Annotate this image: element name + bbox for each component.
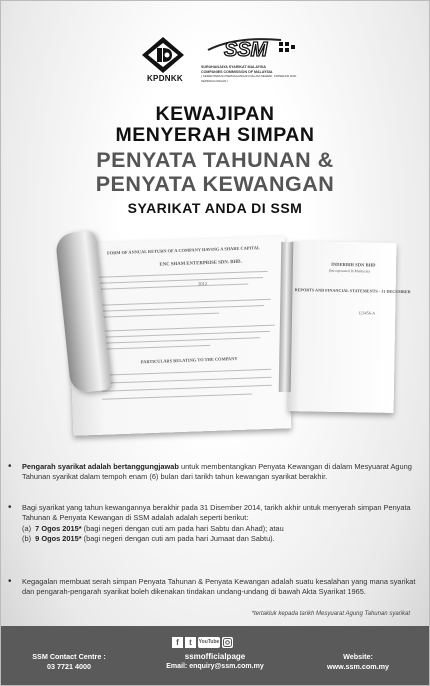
headline-line-5: SYARIKAT ANDA DI SSM <box>127 200 303 216</box>
item-a-text: (bagi negeri dengan cuti am pada hari Sabtu dan Ahad); atau <box>81 523 284 533</box>
item-b-text: (bagi negeri dengan cuti am pada hari Jumaat dan Sabtu). <box>81 533 275 543</box>
contact-phone[interactable]: 03 7721 4000 <box>47 661 91 671</box>
paragraph-1-text: untuk membentangkan Penyata Kewangan di dalam Mesyuarat Agung Tahunan syarikat dalam tempoh enam (6) bulan dari tarikh tahun kewangan syarikat berakhir. <box>22 462 412 482</box>
financial-statements-document <box>289 241 411 413</box>
paragraph-2 <box>8 503 420 544</box>
paragraph-1 <box>8 462 420 483</box>
annual-return-year: 2012 <box>198 280 208 287</box>
contact-label: SSM Contact Centre : <box>32 652 106 661</box>
email-link[interactable]: Email: enquiry@ssm.com.my <box>166 662 264 670</box>
website-block <box>298 652 418 671</box>
social-icons <box>172 637 252 651</box>
item-a-date: 7 Ogos 2015* <box>35 523 82 533</box>
item-a-label: (a) <box>22 523 32 533</box>
ssm-subtitle <box>201 65 311 83</box>
financial-code: 123456-A <box>358 310 376 316</box>
ssm-logo <box>206 34 296 62</box>
instagram-icon[interactable] <box>222 637 233 648</box>
twitter-icon[interactable]: t <box>185 637 196 648</box>
website-link[interactable]: www.ssm.com.my <box>326 661 390 671</box>
facebook-icon[interactable]: f <box>172 637 183 648</box>
kpdnkk-logo-text: KPDNKK <box>146 74 184 83</box>
ssm-subtitle-line: SURUHANJAYA SYARIKAT MALAYSIA <box>201 65 266 69</box>
item-b-label: (b) <box>22 533 32 543</box>
item-b-date: 9 Ogos 2015* <box>35 533 82 543</box>
paragraph-3-text: Kegagalan membuat serah simpan Penyata Tahunan & Penyata Kewangan adalah suatu kesalahan yang mana syarikat dan pengarah-pengarah syarikat boleh dikenakan tindakan undang-undang di bawah Akta Syarikat 1965. <box>22 577 416 597</box>
financial-title: REPORTS AND FINANCIAL STATEMENTS - 31 DECEMBER <box>294 287 411 295</box>
youtube-icon[interactable]: YouTube <box>198 637 220 648</box>
headline-line-1: KEWAJIPAN <box>155 103 275 125</box>
paragraph-2-intro: Bagi syarikat yang tahun kewangannya berakhir pada 31 Disember 2014, tarikh akhir untuk menyerah simpan Penyata Tahunan & Penyata Kewangan di SSM adalah adalah seperti berikut: <box>22 503 411 523</box>
kpdnkk-emblem-icon <box>141 36 185 74</box>
ssm-subtitle-line: COMPANIES COMMISSION OF MALAYSIA <box>201 69 273 74</box>
website-label: Website: <box>343 652 373 661</box>
annual-return-company: ENC SHAM ENTERPRISE SDN. BHD. <box>159 259 242 268</box>
financial-company: INDERBIR SDN BHD <box>331 261 376 268</box>
annual-return-particulars: PARTICULARS RELATING TO THE COMPANY <box>140 355 238 365</box>
annual-return-heading: FORM OF ANNUAL RETURN OF A COMPANY HAVING A SHARE CAPITAL <box>106 245 261 256</box>
footnote: *tertakluk kepada tarikh Mesyuarat Agung Tahunan syarikat <box>251 611 410 617</box>
svg-text:SSM: SSM <box>224 39 268 61</box>
documents-illustration <box>0 222 430 447</box>
bullet: • <box>8 502 12 513</box>
paragraph-3 <box>8 577 420 598</box>
headline-line-3: PENYATA TAHUNAN & <box>96 148 334 172</box>
footer-bar <box>0 626 430 686</box>
bullet: • <box>8 461 12 472</box>
paragraph-1-bold: Pengarah syarikat adalah bertanggungjawab <box>22 462 179 471</box>
social-page-name[interactable]: ssmofficialpage <box>184 652 246 661</box>
financial-subtitle: (Incorporated in Malaysia) <box>328 268 370 274</box>
bullet: • <box>8 576 12 587</box>
headline-line-4: PENYATA KEWANGAN <box>95 172 335 196</box>
ssm-subtitle-line: ( KEMENTERIAN PERDAGANGAN DALAM NEGERI, KOPERASI DAN KEPENGGUNAAN ) <box>201 74 297 83</box>
headline-line-2: MENYERAH SIMPAN <box>115 124 315 146</box>
contact-centre <box>14 652 124 671</box>
